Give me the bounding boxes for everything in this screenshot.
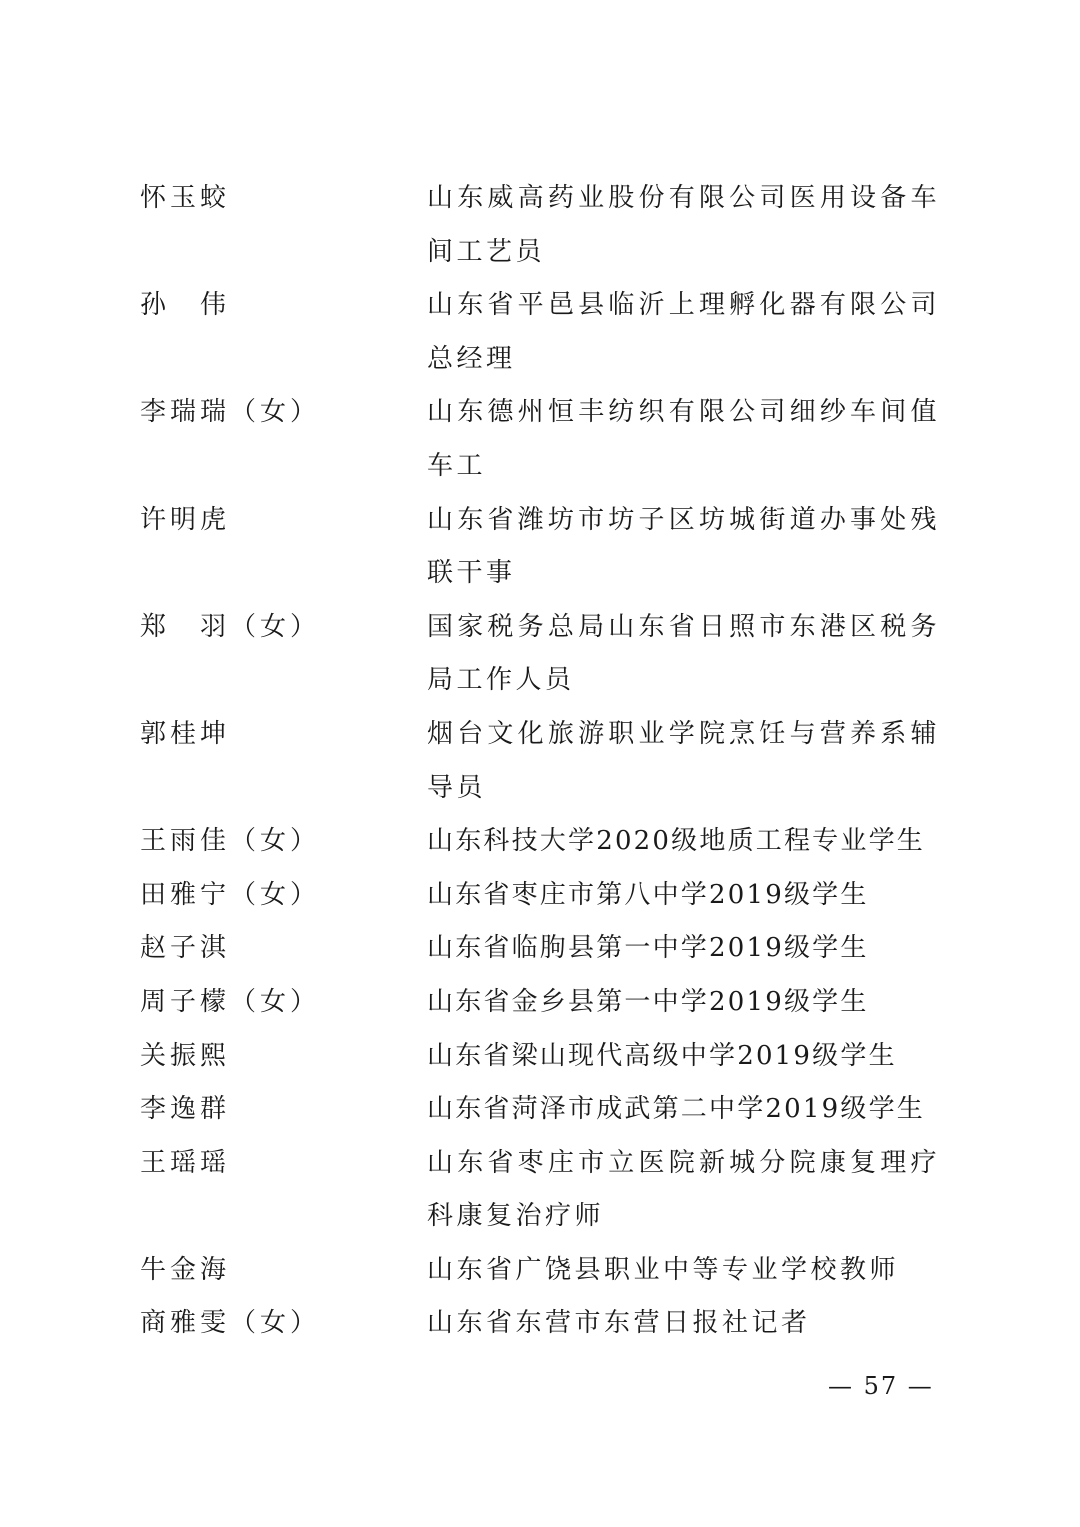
honoree-title: 山东省枣庄市第八中学2019级学生 xyxy=(427,879,869,910)
list-item xyxy=(140,1030,940,1084)
honoree-name: 商雅雯（女） xyxy=(140,1308,321,1339)
honoree-name: 周子檬（女） xyxy=(140,986,321,1017)
list-item xyxy=(140,1297,940,1351)
honoree-title: 山东省东营市东营日报社记者 xyxy=(427,1308,811,1339)
list-item xyxy=(140,815,940,869)
honoree-name: 牛金海 xyxy=(140,1254,231,1285)
honoree-title: 山东德州恒丰纺织有限公司细纱车间值车工 xyxy=(427,397,940,481)
honoree-list xyxy=(140,172,940,1351)
honoree-title: 烟台文化旅游职业学院烹饪与营养系辅导员 xyxy=(427,718,940,803)
list-item xyxy=(140,708,940,815)
honoree-title: 山东省平邑县临沂上理孵化器有限公司总经理 xyxy=(427,290,940,374)
list-item xyxy=(140,386,940,493)
honoree-name: 郭桂坤 xyxy=(140,718,231,749)
honoree-name: 怀玉蛟 xyxy=(140,183,231,213)
list-item xyxy=(140,922,940,976)
list-item xyxy=(140,601,940,708)
honoree-title: 山东省梁山现代高级中学2019级学生 xyxy=(427,1040,897,1071)
honoree-title: 国家税务总局山东省日照市东港区税务局工作人员 xyxy=(427,611,940,696)
honoree-title: 山东省枣庄市立医院新城分院康复理疗科康复治疗师 xyxy=(427,1147,940,1232)
list-item xyxy=(140,494,940,601)
honoree-title: 山东省临朐县第一中学2019级学生 xyxy=(427,933,869,964)
honoree-title: 山东威高药业股份有限公司医用设备车间工艺员 xyxy=(427,183,940,267)
honoree-name: 王雨佳（女） xyxy=(140,826,321,857)
list-item xyxy=(140,976,940,1030)
list-item xyxy=(140,869,940,923)
honoree-title: 山东省潍坊市坊子区坊城街道办事处残联干事 xyxy=(427,504,940,589)
list-item xyxy=(140,1244,940,1298)
list-item xyxy=(140,172,940,279)
list-item xyxy=(140,279,940,386)
honoree-name: 李逸群 xyxy=(140,1094,231,1125)
honoree-name: 王瑶瑶 xyxy=(140,1147,231,1178)
list-item xyxy=(140,1083,940,1137)
honoree-title: 山东科技大学2020级地质工程专业学生 xyxy=(427,826,925,857)
honoree-title: 山东省菏泽市成武第二中学2019级学生 xyxy=(427,1094,925,1125)
honoree-title: 山东省金乡县第一中学2019级学生 xyxy=(427,986,869,1017)
honoree-name: 关振熙 xyxy=(140,1040,231,1071)
honoree-name: 李瑞瑞（女） xyxy=(140,397,321,428)
honoree-name: 许明虎 xyxy=(140,504,231,535)
list-item xyxy=(140,1137,940,1244)
honoree-name: 孙 伟 xyxy=(140,290,231,321)
honoree-name: 田雅宁（女） xyxy=(140,879,321,910)
page-number: — 57 — xyxy=(828,1372,934,1400)
honoree-name: 赵子淇 xyxy=(140,933,231,964)
honoree-title: 山东省广饶县职业中等专业学校教师 xyxy=(427,1254,900,1285)
honoree-name: 郑 羽（女） xyxy=(140,611,321,642)
